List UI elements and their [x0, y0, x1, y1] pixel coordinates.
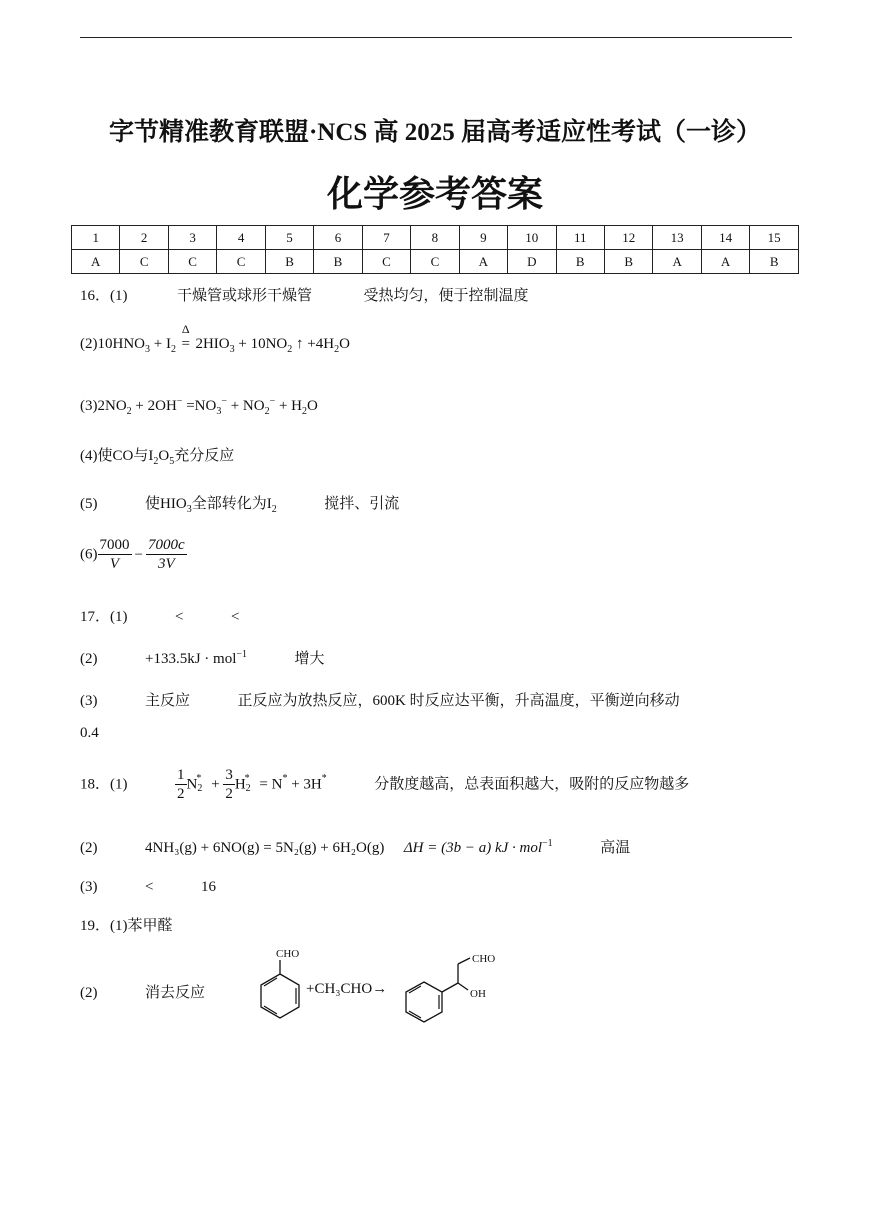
q17-p3-value: 0.4: [80, 725, 99, 741]
q18-p2-sup: −1: [542, 838, 553, 849]
q18-p2-label: (2): [80, 840, 98, 856]
q19-p2-plus: +CH₃CHO→: [306, 981, 388, 997]
q17-p3-b: 正反应为放热反应，600K 时反应达平衡，升高温度，平衡逆向移动: [237, 693, 680, 709]
q16-p2-label: (2): [80, 336, 98, 352]
q17-p2-label: (2): [80, 651, 98, 667]
q17-p2-b: 增大: [294, 651, 325, 667]
q16-p2-delta: Δ: [181, 322, 190, 336]
q18-p3-b: 16: [200, 879, 216, 895]
question-number-cell: 6: [314, 226, 362, 250]
q16-p5-c: 全部转化为: [191, 496, 267, 512]
q16-p2-sub2b: 2: [287, 344, 293, 355]
q16-p4-label: (4): [80, 448, 98, 464]
fraction-7000-over-V: [98, 536, 132, 573]
q18-h: H: [234, 776, 246, 793]
fraction-one-half: [175, 766, 187, 803]
frac-den: 3V: [157, 556, 175, 572]
product-oh-label: OH: [470, 988, 486, 1000]
q18-p3-label: (3): [80, 879, 98, 895]
frac-num: 7000: [99, 537, 130, 553]
product-cho-label: CHO: [472, 953, 496, 965]
q16-p4-e: O: [158, 448, 170, 464]
star: *: [282, 772, 288, 784]
page-title: 字节精准教育联盟·NCS 高 2025 届高考适应性考试（一诊）: [108, 119, 762, 146]
q16-p3-d: + NO: [230, 398, 265, 414]
q16-p2-rhs3: ↑ +4H: [296, 336, 335, 352]
q16-p2-sub3b: 3: [229, 344, 235, 355]
question-number-cell: 13: [653, 226, 701, 250]
sub-2b: 2: [264, 406, 270, 417]
sub-5: 5: [169, 456, 175, 467]
q16-p4-c: 与: [133, 448, 149, 464]
q16-p1-answer-b: 受热均匀，便于控制温度: [363, 288, 529, 304]
q16-part1: [80, 284, 529, 305]
q16-p2-rhs2: + 10NO: [238, 336, 288, 352]
answer-cell: D: [508, 250, 556, 274]
sub-2-star: 2: [197, 782, 203, 794]
q17-p1-a: <: [175, 609, 184, 625]
q17-part2: [80, 647, 325, 668]
frac-den: V: [109, 556, 120, 572]
q16-p5-d: I: [266, 496, 272, 512]
q17-p2-sup: −1: [236, 649, 248, 660]
q17-p1-b: <: [230, 609, 240, 625]
frac-num: 7000c: [147, 537, 185, 553]
sub-3b: 3: [186, 504, 192, 515]
frac-num: 1: [177, 767, 185, 783]
question-number-cell: 1: [72, 226, 120, 250]
q16-p2-sub2: 2: [170, 344, 176, 355]
q18-p2-b: 高温: [600, 840, 631, 856]
question-number-cell: 14: [701, 226, 749, 250]
answer-table-answers-row: [72, 250, 799, 274]
sub-2d: 2: [153, 456, 159, 467]
q16-p2-sub2c: 2: [334, 344, 340, 355]
q18-p3-a: <: [145, 879, 154, 895]
question-number-cell: 5: [265, 226, 313, 250]
question-number-cell: 10: [508, 226, 556, 250]
q16-p3-f: O: [307, 398, 318, 414]
q17-part1: [80, 605, 239, 626]
q19-part1: 19．(1)苯甲醛: [80, 918, 173, 934]
answer-table: [71, 225, 799, 274]
answer-cell: C: [362, 250, 410, 274]
benzaldehyde-cho-label: CHO: [276, 948, 300, 960]
frac-den: 2: [225, 786, 233, 802]
q16-p3-label: (3): [80, 398, 98, 414]
answer-cell: A: [701, 250, 749, 274]
q16-part6: [80, 536, 187, 573]
q16-p3-e: + H: [278, 398, 303, 414]
q16-p4-d: I: [148, 448, 154, 464]
q18-p2-eq: 4NH₃(g) + 6NO(g) = 5N₂(g) + 6H₂O(g): [145, 840, 385, 856]
heating-equals-sign: Δ =: [181, 322, 190, 352]
q16-p4-b: CO: [112, 448, 134, 464]
sub-2: 2: [126, 406, 132, 417]
question-number-cell: 3: [168, 226, 216, 250]
question-number-cell: 4: [217, 226, 265, 250]
benzaldehyde-structure: [252, 946, 312, 1026]
answer-cell: A: [72, 250, 120, 274]
q17-label: 17．(1): [80, 609, 128, 625]
q16-p5-a: 使: [145, 496, 161, 512]
sub-2e: 2: [271, 504, 277, 515]
q16-p4-a: 使: [97, 448, 113, 464]
sub-2-star: 2: [245, 782, 251, 794]
q16-p4-f: 充分反应: [174, 448, 235, 464]
answer-cell: B: [314, 250, 362, 274]
q18-label: 18．(1): [80, 776, 128, 793]
q16-p3-c: =NO: [186, 398, 217, 414]
q16-p6-label: (6): [80, 546, 98, 563]
question-number-cell: 15: [750, 226, 799, 250]
question-number-cell: 7: [362, 226, 410, 250]
sub-3: 3: [216, 406, 222, 417]
answer-table-numbers-row: [72, 226, 799, 250]
q16-p5-b: HIO: [160, 496, 187, 512]
sub-2c: 2: [302, 406, 308, 417]
minus-sign: −: [134, 546, 143, 563]
q16-p1-answer-a: 干燥管或球形干燥管: [177, 288, 313, 304]
answer-cell: C: [168, 250, 216, 274]
plus-sign: +: [211, 776, 220, 793]
q17-part3: [80, 689, 680, 710]
q16-p2-mid: + I: [153, 336, 171, 352]
q16-p2-lhs: 10HNO: [97, 336, 145, 352]
frac-den: 2: [177, 786, 185, 802]
answer-cell: B: [265, 250, 313, 274]
q16-part5: [80, 492, 399, 515]
fraction-7000c-over-3V: [146, 536, 187, 573]
q18-eq-n: = N: [259, 776, 283, 793]
q16-p5-label: (5): [80, 496, 98, 512]
q16-p2-rhs4: O: [339, 336, 350, 352]
question-number-cell: 12: [604, 226, 652, 250]
answer-cell: C: [120, 250, 168, 274]
q16-part4: [80, 444, 234, 467]
q19-part2-label: [80, 981, 205, 1002]
answer-cell: A: [459, 250, 507, 274]
q16-part3: [80, 396, 318, 417]
q18-part1: [80, 766, 689, 803]
q17-p2-a: +133.5kJ · mol: [145, 651, 237, 667]
q16-label: 16．(1): [80, 288, 128, 304]
q16-p2-rhs1: 2HIO: [195, 336, 230, 352]
star: *: [196, 772, 202, 784]
q18-p2-dh: ΔH = (3b − a) kJ · mol: [403, 840, 543, 856]
question-number-cell: 11: [556, 226, 604, 250]
q18-n: N: [186, 776, 198, 793]
sup-minus: −: [176, 396, 183, 407]
q16-p3-b: + 2OH: [135, 398, 177, 414]
question-number-cell: 9: [459, 226, 507, 250]
q16-part2: [80, 322, 350, 355]
q16-p5-e: 搅拌、引流: [324, 496, 400, 512]
question-number-cell: 2: [120, 226, 168, 250]
star: *: [244, 772, 250, 784]
page-subtitle: 化学参考答案: [326, 174, 543, 215]
answer-cell: A: [653, 250, 701, 274]
q17-p3-a: 主反应: [145, 693, 191, 709]
q19-p2-a: 消去反应: [145, 985, 206, 1001]
top-rule: [80, 37, 792, 38]
answer-cell: B: [750, 250, 799, 274]
fraction-three-halves: [223, 766, 235, 803]
question-number-cell: 8: [411, 226, 459, 250]
q16-p2-sub3: 3: [145, 344, 150, 355]
q18-part3: [80, 879, 216, 896]
sup-minus-b: −: [221, 396, 227, 407]
aldol-product-structure: [402, 950, 502, 1026]
answer-cell: B: [604, 250, 652, 274]
answer-cell: C: [411, 250, 459, 274]
sup-minus-c: −: [269, 396, 276, 407]
star: *: [321, 772, 327, 784]
q17-p3-label: (3): [80, 693, 98, 709]
q18-part2: [80, 836, 630, 857]
q18-eq-h: + 3H: [291, 776, 322, 793]
answer-cell: C: [217, 250, 265, 274]
q18-p1-text: 分散度越高，总表面积越大，吸附的反应物越多: [374, 776, 690, 793]
frac-num: 3: [225, 767, 233, 783]
q19-p2-label: (2): [80, 985, 98, 1001]
answer-cell: B: [556, 250, 604, 274]
q16-p3-a: 2NO: [97, 398, 127, 414]
